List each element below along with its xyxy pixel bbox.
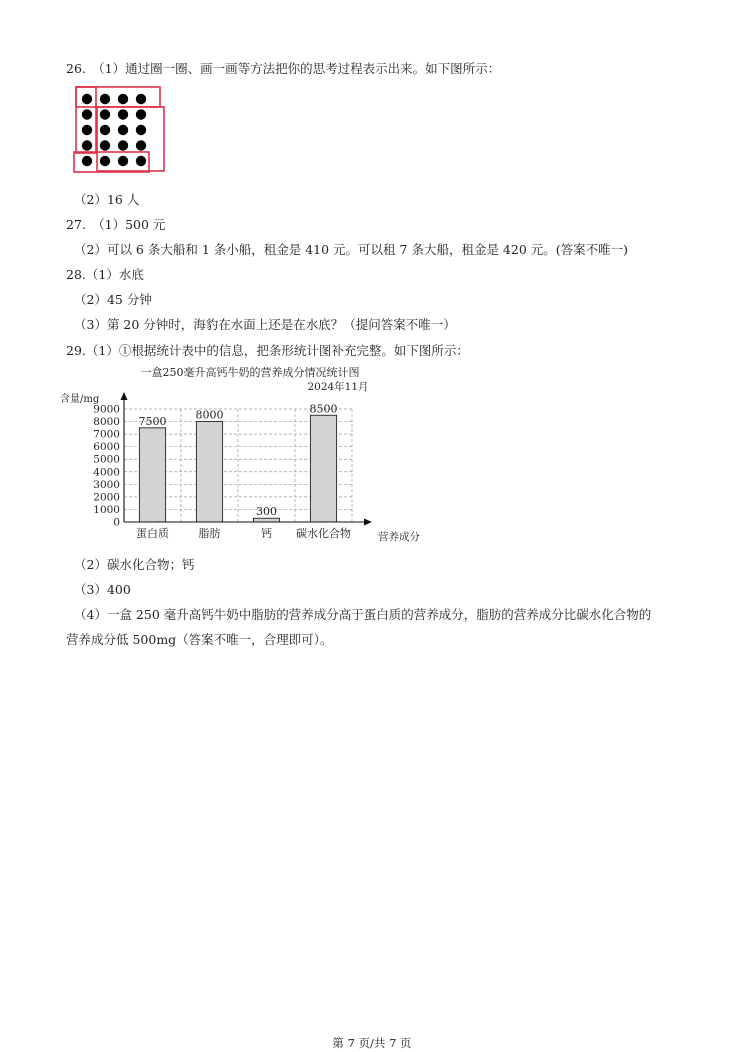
dot [118, 109, 128, 119]
y-tick-label: 3000 [93, 478, 120, 491]
q29-line2: （2）碳水化合物；钙 [74, 557, 195, 572]
dot [100, 156, 110, 166]
y-tick-label: 7000 [93, 428, 120, 441]
dot [118, 156, 128, 166]
dot [100, 125, 110, 135]
x-category-label: 碳水化合物 [296, 527, 351, 540]
y-tick-label: 9000 [93, 403, 120, 416]
q28-line1: 28.（1）水底 [66, 267, 144, 282]
x-category-label: 钙 [261, 527, 272, 540]
chart-title: 一盒250毫升高钙牛奶的营养成分情况统计图 [140, 366, 360, 379]
y-axis-arrow [121, 392, 128, 400]
x-axis-arrow [364, 519, 372, 526]
dot [82, 94, 92, 104]
y-tick-label: 4000 [93, 466, 120, 479]
q28-line2: （2）45 分钟 [74, 292, 152, 307]
q27-line1: 27. （1）500 元 [66, 217, 166, 232]
q26-line2: （2）16 人 [74, 192, 140, 207]
bar [253, 518, 279, 522]
y-tick-label: 6000 [93, 441, 120, 454]
y-tick-label: 8000 [93, 416, 120, 429]
dot [118, 140, 128, 150]
bar [310, 415, 336, 522]
dot [100, 94, 110, 104]
bar-value-label: 8000 [195, 408, 224, 422]
dot [82, 140, 92, 150]
x-category-label: 脂肪 [198, 527, 221, 540]
dot [82, 125, 92, 135]
q29-line1: 29.（1）①根据统计表中的信息，把条形统计图补充完整。如下图所示： [66, 343, 469, 358]
q29-line5: 营养成分低 500mg（答案不唯一，合理即可）。 [66, 632, 333, 647]
dot [136, 140, 146, 150]
dot [118, 125, 128, 135]
dot [82, 109, 92, 119]
q29-line4: （4）一盒 250 毫升高钙牛奶中脂肪的营养成分高于蛋白质的营养成分，脂肪的营养成分比碳水化合物的 [74, 607, 652, 622]
dot [136, 94, 146, 104]
dot [82, 156, 92, 166]
dot [136, 125, 146, 135]
dot-grid [82, 94, 146, 166]
y-axis-label: 含量/mg [60, 394, 100, 405]
q29-line3: （3）400 [74, 582, 131, 597]
bar-value-label: 8500 [309, 402, 338, 416]
dot [136, 109, 146, 119]
chart-subtitle: 2024年11月 [307, 381, 369, 393]
x-category-label: 蛋白质 [136, 527, 169, 540]
page-footer: 第 7 页/共 7 页 [332, 1036, 412, 1050]
bar [196, 422, 222, 522]
bar [139, 428, 165, 522]
y-tick-label: 0 [113, 516, 120, 529]
dot [100, 109, 110, 119]
bar-value-label: 300 [256, 505, 277, 519]
nutrition-bar-chart [60, 362, 420, 552]
dot [136, 156, 146, 166]
dot [118, 94, 128, 104]
dot [100, 140, 110, 150]
dot-grid-figure [72, 84, 168, 176]
y-tick-label: 2000 [93, 491, 120, 504]
y-tick-label: 5000 [93, 453, 120, 466]
q27-line2: （2）可以 6 条大船和 1 条小船，租金是 410 元。可以租 7 条大船，租金是 420 元。(答案不唯一) [74, 242, 629, 257]
q26-line1: 26. （1）通过圈一圈、画一画等方法把你的思考过程表示出来。如下图所示： [66, 61, 501, 76]
y-tick-label: 1000 [93, 503, 120, 516]
bar-value-label: 7500 [138, 414, 167, 428]
q28-line3: （3）第 20 分钟时，海豹在水面上还是在水底？（提问答案不唯一） [74, 317, 456, 332]
x-axis-label: 营养成分 [378, 531, 420, 543]
